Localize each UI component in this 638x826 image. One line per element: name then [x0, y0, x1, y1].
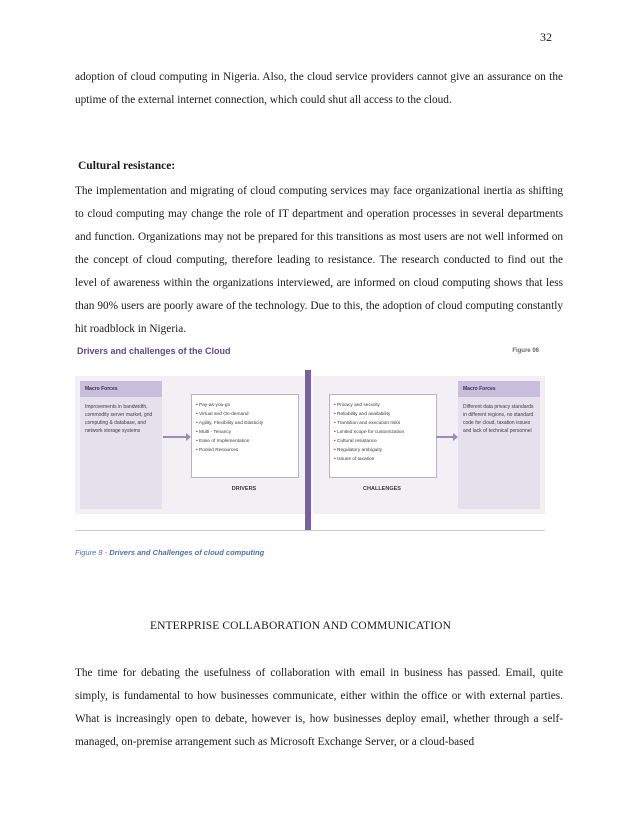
driver-item: • Virtual and On-demand — [196, 410, 294, 419]
figure-caption — [75, 548, 264, 557]
caption-prefix: Figure 8 - — [75, 548, 110, 557]
challenge-item: • Transition and execution risks — [334, 419, 432, 428]
driver-item: • Pay-as-you-go — [196, 401, 294, 410]
challenges-box — [329, 394, 437, 478]
drivers-box — [191, 394, 299, 478]
page-number: 32 — [540, 30, 552, 44]
macro-forces-right-body: Different data privacy standards in different regions, no standard code for cloud, taxation issues and lack of technical personnel — [463, 404, 534, 434]
figure-label: Figure 06 — [512, 348, 539, 354]
driver-item: • Ease of Implementation — [196, 437, 294, 446]
macro-forces-left — [80, 381, 162, 509]
center-divider — [305, 370, 311, 530]
driver-item: • Agility, Flexibility and Elasticity — [196, 419, 294, 428]
figure-drivers-challenges — [75, 340, 545, 532]
macro-forces-left-body: Improvements in bandwidth, commodity server market, grid computing & database, and network storage systems — [85, 404, 153, 434]
heading-cultural-resistance: Cultural resistance: — [78, 160, 176, 172]
arrow-left — [163, 436, 187, 438]
challenges-label: CHALLENGES — [363, 486, 401, 492]
challenge-item: • Privacy and security — [334, 401, 432, 410]
paragraph-cultural-resistance: The implementation and migrating of cloud computing services may face organizational inertia as shifting to cloud computing may change the role of IT department and operation processes in several departments and function. Organizations may not be prepared for this transitions as most users are not well informed on the concept of cloud computing, therefore leading to resistance. The research conducted to find out the level of awareness within the organizations interviewed, are informed on cloud computing shows that less than 90% users are poorly aware of the technology. Due to this, the adoption of cloud computing constantly hit roadblock in Nigeria. — [75, 185, 563, 335]
challenge-item: • Regulatory ambiguity — [334, 446, 432, 455]
arrow-right — [436, 436, 454, 438]
macro-forces-right-head: Macro Forces — [458, 381, 540, 397]
macro-forces-left-head: Macro Forces — [80, 381, 162, 397]
driver-item: • Multi - Tenancy — [196, 428, 294, 437]
caption-bold: Drivers and Challenges — [109, 548, 193, 557]
figure-rule — [75, 530, 545, 531]
paragraph-collaboration: The time for debating the usefulness of collaboration with email in business has passed. Email, quite simply, is fundamental to how businesses communicate, either within the office or with external parties. What is increasingly open to debate, however is, how businesses deploy email, whether through a self-managed, on-premise arrangement such as Microsoft Exchange Server, or a cloud-based — [75, 667, 563, 748]
section-heading: ENTERPRISE COLLABORATION AND COMMUNICATION — [150, 620, 451, 632]
challenge-item: • Issues of taxation — [334, 455, 432, 464]
paragraph-intro: adoption of cloud computing in Nigeria. Also, the cloud service providers cannot give an assurance on the uptime of the external internet connection, which could shut all access to the cloud. — [75, 71, 563, 106]
macro-forces-right — [458, 381, 540, 509]
driver-item: • Pooled Resources — [196, 446, 294, 455]
drivers-label: DRIVERS — [231, 486, 257, 492]
caption-rest: of cloud computing — [192, 548, 265, 557]
figure-title: Drivers and challenges of the Cloud — [77, 346, 231, 356]
challenge-item: • Reliability and availability — [334, 410, 432, 419]
challenge-item: • Cultural resistance — [334, 437, 432, 446]
challenge-item: • Limited scope for customization — [334, 428, 432, 437]
